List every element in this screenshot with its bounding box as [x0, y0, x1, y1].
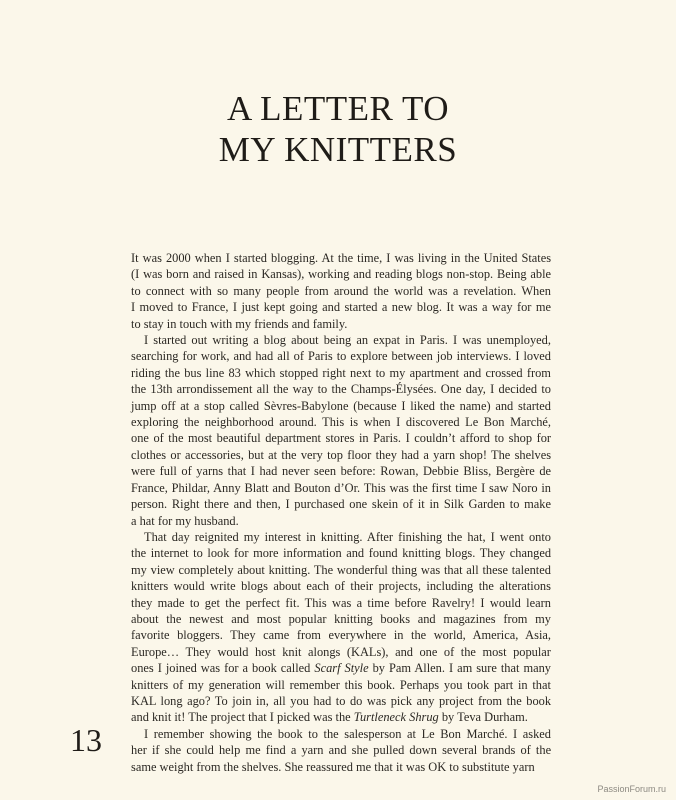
text-line: her if she could help me find a yarn and she pulled down several brands of the [131, 743, 552, 758]
letter-body [131, 250, 551, 775]
text-line: same weight from the shelves. She reassured me that it was OK to substitute yarn [131, 759, 535, 774]
text-line: France, Phildar, Anny Blatt and Bouton d’Or. This was the first time I saw Noro in [131, 480, 551, 495]
watermark: PassionForum.ru [597, 784, 666, 794]
text-segment: by Teva Durham. [438, 710, 528, 725]
text-line: It was 2000 when I started blogging. At the time, I was living in the United States [131, 251, 552, 265]
page-number: 13 [70, 722, 102, 758]
text-line: they made to get the perfect fit. This was a time before Ravelry! I would learn [131, 595, 551, 610]
text-line: Europe… They would host knit alongs (KALs), and one of the most popular [131, 644, 551, 659]
text-line: a hat for my husband. [131, 513, 239, 528]
title-line-2: MY KNITTERS [218, 130, 458, 169]
book-title: Turtleneck Shrug [353, 710, 439, 725]
page-title [0, 88, 676, 170]
text-line: riding the bus line 83 which stopped right next to my apartment and crossed from [131, 365, 551, 380]
text-line: exploring the neighborhood around. This is when I discovered Le Bon Marché, [131, 415, 552, 430]
text-line: the 13th arrondissement all the way to the Champs-Élysées. One day, I decided to [131, 382, 551, 397]
text-line: knitters of my generation will remember this book. Perhaps you took part in that [131, 677, 551, 692]
text-line: the internet to look for more information and found knitting blogs. They changed [131, 546, 552, 561]
text-line: jump off at a stop called Sèvres-Babylone (because I liked the name) and started [131, 398, 551, 413]
text-line: searching for work, and had all of Paris to explore between job interviews. I loved [131, 349, 551, 364]
text-line: my view completely about knitting. The wonderful thing was that all these talented [131, 562, 551, 577]
title-line-1: A LETTER TO [227, 89, 449, 128]
text-segment: ones I joined was for a book called [131, 661, 315, 676]
text-line: one of the most beautiful department stores in Paris. I couldn’t afford to shop for [131, 431, 552, 446]
text-line: I started out writing a blog about being an expat in Paris. I was unemployed, [144, 333, 551, 348]
text-line: person. Right there and then, I purchased one skein of it in Silk Garden to make [131, 497, 551, 512]
text-line: clothes or accessories, but at the very top floor they had a yarn shop! The shelves [131, 447, 552, 462]
text-line: to stay in touch with my friends and family. [131, 316, 348, 331]
text-line: I moved to France, I just kept going and started a new blog. It was a way for me [131, 300, 551, 315]
text-line: were full of yarns that I had never seen before: Rowan, Debbie Bliss, Bergère de [131, 464, 552, 479]
text-line: favorite bloggers. They came from everywhere in the world, America, Asia, [131, 628, 551, 643]
text-line: about the newest and most popular knitting books and magazines from my [131, 611, 551, 626]
book-title: Scarf Style [314, 661, 369, 676]
text-line: I remember showing the book to the salesperson at Le Bon Marché. I asked [144, 726, 551, 741]
text-line: KAL long ago? To join in, all you had to do was pick any project from the book [131, 693, 552, 708]
text-line [131, 709, 551, 725]
text-segment: and knit it! The project that I picked was the [131, 710, 354, 725]
text-line: (I was born and raised in Kansas), working and reading blogs non-stop. Being able [131, 267, 552, 282]
text-line: That day reignited my interest in knitting. After finishing the hat, I went onto [144, 529, 551, 544]
text-line: knitters would write blogs about each of their projects, including the alterations [131, 579, 551, 594]
text-line: to connect with so many people from around the world was a revelation. When [131, 283, 551, 298]
text-segment: by Pam Allen. I am sure that many [368, 661, 551, 676]
text-line [131, 660, 551, 676]
